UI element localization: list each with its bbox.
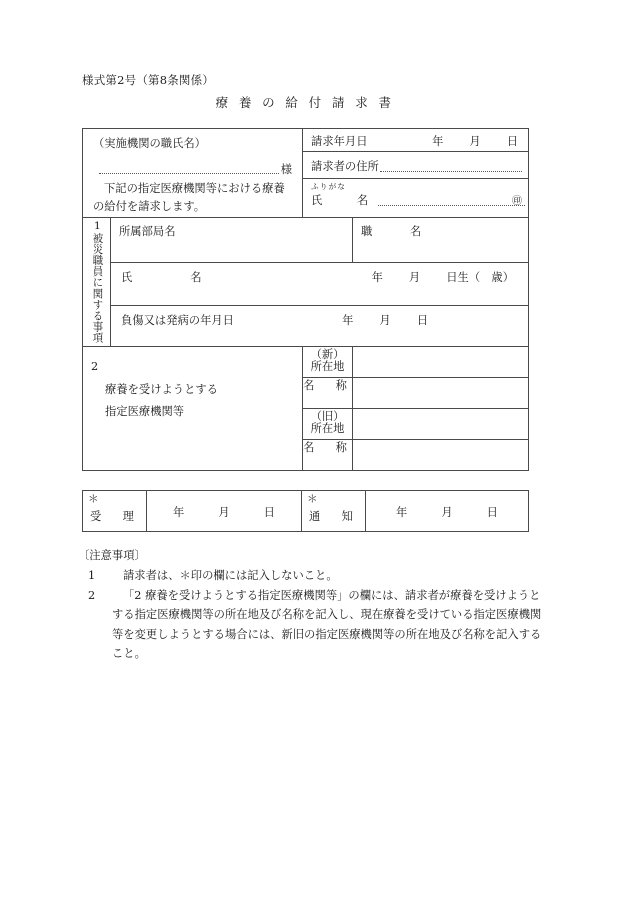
section2-label-line2: 指定医療機関等 xyxy=(105,405,185,418)
form-number: 様式第2号（第8条関係） xyxy=(82,73,215,87)
notify-label-cell xyxy=(302,491,366,532)
section2-sublabel-new-name xyxy=(303,378,353,409)
year-marker: 年 xyxy=(396,506,408,519)
section2-label-line1: 療養を受けようとする xyxy=(105,383,218,396)
claim-date-fields[interactable] xyxy=(432,133,518,149)
claimant-name-row[interactable] xyxy=(303,191,528,208)
sama-suffix: 様 xyxy=(280,163,293,176)
injury-date-fields[interactable] xyxy=(342,312,428,328)
dotted-line xyxy=(378,194,525,206)
receive-date-cell[interactable] xyxy=(147,491,302,532)
request-statement: 下記の指定医療機関等における療養の給付を請求します。 xyxy=(93,182,285,213)
section2-value-new-name[interactable] xyxy=(353,378,529,409)
department-cell[interactable] xyxy=(111,218,353,263)
section2-label-cell xyxy=(83,347,303,471)
claimant-name-cell xyxy=(303,179,529,218)
section1-vertical-label-cell xyxy=(83,218,111,347)
notes-section xyxy=(78,546,548,664)
seal-icon: ㊞ xyxy=(512,195,523,207)
month-marker: 月 xyxy=(408,271,421,284)
notes-title: 〔注意事項〕 xyxy=(78,549,146,562)
new-marker: （新） xyxy=(310,348,345,361)
note-item xyxy=(78,566,548,585)
year-marker: 年 xyxy=(371,271,383,284)
document-title: 療 養 の 給 付 請 求 書 xyxy=(215,95,395,110)
table-row xyxy=(83,218,529,263)
note-text: 請求者は、＊印の欄には記入しないこと。 xyxy=(123,569,338,583)
job-title-label: 職 名 xyxy=(361,225,427,238)
injury-date-cell[interactable] xyxy=(111,306,529,347)
claim-date-cell xyxy=(303,129,529,152)
agency-name-input-line[interactable] xyxy=(99,161,292,177)
agency-statement-cell xyxy=(83,129,303,218)
claim-date-row xyxy=(303,129,528,149)
year-marker: 年 xyxy=(173,506,185,519)
day-marker: 日 xyxy=(416,314,429,327)
injury-date-row xyxy=(111,306,528,352)
day-marker: 日 xyxy=(263,506,275,519)
month-marker: 月 xyxy=(441,506,453,519)
asterisk-marker: ＊ xyxy=(307,493,318,505)
note-number: 2 xyxy=(88,588,96,602)
claimant-address-cell xyxy=(303,152,529,179)
table-row xyxy=(83,263,529,306)
receipt-notification-table xyxy=(82,490,529,532)
claimant-address-label: 請求者の住所 xyxy=(311,160,379,173)
victim-name-label: 氏 名 xyxy=(121,271,208,284)
note-number: 1 xyxy=(88,569,96,583)
birth-date-fields[interactable] xyxy=(372,269,514,285)
note-text: 「2 療養を受けようとする指定医療機関等」の欄には、請求者が療養を受けようとする指定医療機関等の所在地及び名称を記入し、現在療養を受けている指定医療機関等を変更しようとする場合には、新旧の指定医療機関等の所在地及び名称を記入すること。 xyxy=(112,588,542,661)
dotted-line xyxy=(99,162,279,174)
receive-label-cell xyxy=(83,491,147,532)
section2-sublabel-old-address xyxy=(303,409,353,440)
victim-name-cell[interactable] xyxy=(111,263,529,306)
job-title-cell[interactable] xyxy=(353,218,529,263)
notify-label: 通 知 xyxy=(309,509,358,523)
section2-sublabel-new-address xyxy=(303,347,353,378)
year-marker: 年 xyxy=(342,314,354,327)
table-row xyxy=(83,306,529,347)
note-item xyxy=(78,586,548,664)
victim-name-row xyxy=(111,263,528,311)
month-marker: 月 xyxy=(379,314,391,327)
section2-sublabel-old-name xyxy=(303,440,353,471)
section2-value-old-name[interactable] xyxy=(353,440,529,471)
claimant-address-row[interactable] xyxy=(303,152,528,174)
name-label: 名 称 xyxy=(303,441,352,454)
year-marker: 年 xyxy=(432,135,444,148)
notify-date-fields xyxy=(366,491,528,520)
section2-value-old-address[interactable] xyxy=(353,409,529,440)
address-label: 所在地 xyxy=(310,421,345,435)
department-label: 所属部局名 xyxy=(119,225,176,238)
table-row xyxy=(83,491,529,532)
notify-date-cell[interactable] xyxy=(366,491,529,532)
claim-date-label: 請求年月日 xyxy=(311,135,368,148)
day-marker: 日 xyxy=(506,135,519,148)
address-label: 所在地 xyxy=(310,359,345,373)
old-marker: （旧） xyxy=(310,410,345,423)
claimant-name-label: 氏 名 xyxy=(311,193,373,207)
section2-value-new-address[interactable] xyxy=(353,347,529,378)
section1-vertical-label: 1被災職員に関する事項 xyxy=(91,220,104,344)
table-row xyxy=(83,129,529,152)
section2-number: 2 xyxy=(91,360,99,373)
claim-form-table xyxy=(82,128,529,471)
name-label: 名 称 xyxy=(303,379,352,392)
injury-date-label: 負傷又は発病の年月日 xyxy=(121,314,234,327)
asterisk-marker: ＊ xyxy=(88,493,99,505)
birth-day-age-marker: 日生（ 歳） xyxy=(446,271,515,284)
month-marker: 月 xyxy=(218,506,230,519)
dotted-line xyxy=(380,160,522,172)
furigana-label: ふりがな xyxy=(311,182,347,191)
receive-date-fields xyxy=(147,491,301,520)
month-marker: 月 xyxy=(469,135,481,148)
agency-name-label: （実施機関の職氏名） xyxy=(93,137,206,150)
table-row xyxy=(83,347,529,378)
day-marker: 日 xyxy=(486,506,498,519)
receive-label: 受 理 xyxy=(90,509,139,523)
